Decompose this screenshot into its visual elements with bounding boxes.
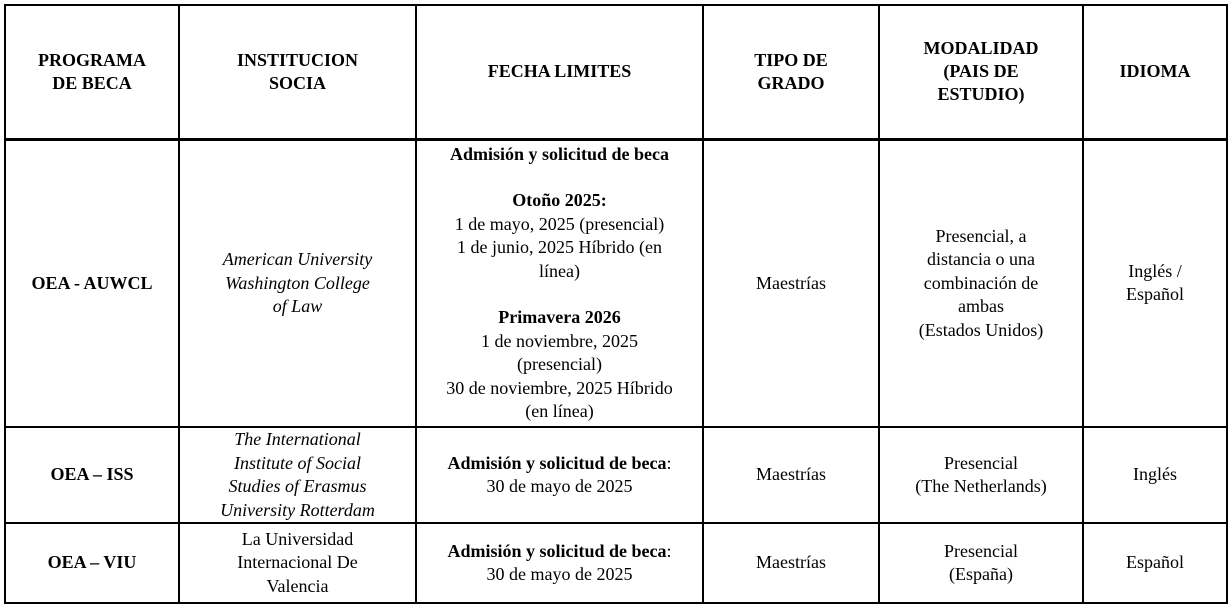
modalidad-cell: Presencial (The Netherlands) [879, 427, 1083, 523]
institucion-cell: The International Institute of Social Studies of Erasmus University Rotterdam [179, 427, 416, 523]
header-programa: PROGRAMA DE BECA [5, 5, 179, 139]
modalidad-cell: Presencial (España) [879, 523, 1083, 603]
header-tipo: TIPO DE GRADO [703, 5, 879, 139]
table-row [5, 523, 1227, 603]
header-modalidad: MODALIDAD (PAIS DE ESTUDIO) [879, 5, 1083, 139]
idioma-cell: Español [1083, 523, 1227, 603]
fecha-cell: Admisión y solicitud de beca Otoño 2025: 1 de mayo, 2025 (presencial) 1 de junio, 2025 Híbrido (en línea) Primavera 2026 1 de noviembre, 2025 (presencial) 30 de noviembre, 2025 Híbrido (en línea) [416, 139, 703, 427]
programa-cell: OEA – VIU [5, 523, 179, 603]
institucion-cell: La Universidad Internacional De Valencia [179, 523, 416, 603]
scholarship-table [4, 4, 1228, 604]
modalidad-cell: Presencial, a distancia o una combinación de ambas (Estados Unidos) [879, 139, 1083, 427]
tipo-cell: Maestrías [703, 427, 879, 523]
table-row [5, 139, 1227, 427]
fecha-cell: Admisión y solicitud de beca: 30 de mayo de 2025 [416, 427, 703, 523]
header-row [5, 5, 1227, 139]
programa-cell: OEA – ISS [5, 427, 179, 523]
idioma-cell: Inglés / Español [1083, 139, 1227, 427]
header-fecha: FECHA LIMITES [416, 5, 703, 139]
idioma-cell: Inglés [1083, 427, 1227, 523]
programa-cell: OEA - AUWCL [5, 139, 179, 427]
fecha-cell: Admisión y solicitud de beca: 30 de mayo de 2025 [416, 523, 703, 603]
institucion-cell: American University Washington College of Law [179, 139, 416, 427]
tipo-cell: Maestrías [703, 139, 879, 427]
tipo-cell: Maestrías [703, 523, 879, 603]
header-idioma: IDIOMA [1083, 5, 1227, 139]
header-institucion: INSTITUCION SOCIA [179, 5, 416, 139]
table-row [5, 427, 1227, 523]
